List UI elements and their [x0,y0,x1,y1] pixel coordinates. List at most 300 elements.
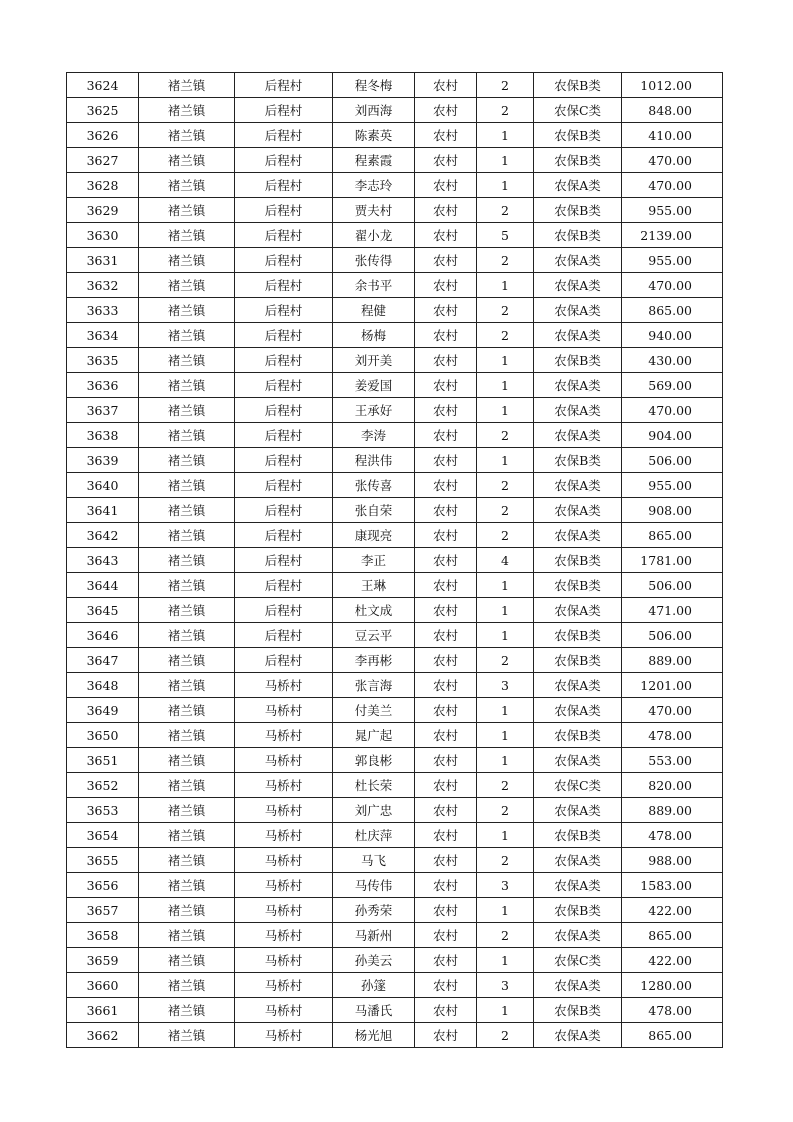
village-cell: 后程村 [235,373,333,398]
town-cell: 褚兰镇 [139,823,235,848]
household-count-cell: 2 [477,798,534,823]
household-count-cell: 1 [477,448,534,473]
row-number: 3659 [67,948,139,973]
insurance-class-cell: 农保B类 [534,548,622,573]
name-cell: 晁广起 [333,723,415,748]
name-cell: 刘开美 [333,348,415,373]
household-count-cell: 1 [477,348,534,373]
name-cell: 杜庆萍 [333,823,415,848]
insurance-class-cell: 农保B类 [534,148,622,173]
household-count-cell: 1 [477,123,534,148]
name-cell: 刘西海 [333,98,415,123]
insurance-class-cell: 农保A类 [534,698,622,723]
row-number: 3637 [67,398,139,423]
insurance-class-cell: 农保A类 [534,298,622,323]
table-row [67,648,723,673]
amount-cell: 988.00 [622,848,723,873]
village-cell: 后程村 [235,173,333,198]
area-type-cell: 农村 [415,373,477,398]
town-cell: 褚兰镇 [139,773,235,798]
amount-cell: 470.00 [622,148,723,173]
household-count-cell: 1 [477,573,534,598]
town-cell: 褚兰镇 [139,148,235,173]
village-cell: 后程村 [235,648,333,673]
name-cell: 程素霞 [333,148,415,173]
name-cell: 郭良彬 [333,748,415,773]
insurance-class-cell: 农保C类 [534,948,622,973]
roster-table [66,72,723,1048]
household-count-cell: 2 [477,248,534,273]
village-cell: 后程村 [235,623,333,648]
row-number: 3625 [67,98,139,123]
row-number: 3657 [67,898,139,923]
name-cell: 余书平 [333,273,415,298]
row-number: 3642 [67,523,139,548]
household-count-cell: 4 [477,548,534,573]
town-cell: 褚兰镇 [139,673,235,698]
insurance-class-cell: 农保A类 [534,873,622,898]
row-number: 3641 [67,498,139,523]
name-cell: 付美兰 [333,698,415,723]
row-number: 3652 [67,773,139,798]
table-row [67,248,723,273]
row-number: 3643 [67,548,139,573]
insurance-class-cell: 农保A类 [534,273,622,298]
name-cell: 杨光旭 [333,1023,415,1048]
household-count-cell: 2 [477,98,534,123]
table-row [67,348,723,373]
household-count-cell: 2 [477,498,534,523]
amount-cell: 1201.00 [622,673,723,698]
household-count-cell: 2 [477,198,534,223]
area-type-cell: 农村 [415,1023,477,1048]
amount-cell: 865.00 [622,1023,723,1048]
household-count-cell: 2 [477,1023,534,1048]
name-cell: 李志玲 [333,173,415,198]
table-row [67,1023,723,1048]
table-row [67,148,723,173]
table-row [67,373,723,398]
name-cell: 王琳 [333,573,415,598]
table-row [67,598,723,623]
town-cell: 褚兰镇 [139,648,235,673]
name-cell: 张传得 [333,248,415,273]
name-cell: 刘广忠 [333,798,415,823]
town-cell: 褚兰镇 [139,598,235,623]
table-row [67,798,723,823]
town-cell: 褚兰镇 [139,748,235,773]
area-type-cell: 农村 [415,948,477,973]
insurance-class-cell: 农保A类 [534,598,622,623]
area-type-cell: 农村 [415,848,477,873]
town-cell: 褚兰镇 [139,523,235,548]
town-cell: 褚兰镇 [139,173,235,198]
village-cell: 后程村 [235,573,333,598]
village-cell: 后程村 [235,123,333,148]
insurance-class-cell: 农保A类 [534,498,622,523]
village-cell: 马桥村 [235,748,333,773]
area-type-cell: 农村 [415,698,477,723]
area-type-cell: 农村 [415,348,477,373]
area-type-cell: 农村 [415,173,477,198]
household-count-cell: 1 [477,148,534,173]
row-number: 3653 [67,798,139,823]
name-cell: 康现亮 [333,523,415,548]
area-type-cell: 农村 [415,823,477,848]
household-count-cell: 1 [477,698,534,723]
village-cell: 后程村 [235,98,333,123]
town-cell: 褚兰镇 [139,873,235,898]
village-cell: 后程村 [235,398,333,423]
town-cell: 褚兰镇 [139,323,235,348]
town-cell: 褚兰镇 [139,223,235,248]
table-row [67,923,723,948]
amount-cell: 889.00 [622,648,723,673]
table-row [67,448,723,473]
village-cell: 马桥村 [235,698,333,723]
area-type-cell: 农村 [415,123,477,148]
area-type-cell: 农村 [415,73,477,98]
row-number: 3624 [67,73,139,98]
amount-cell: 1280.00 [622,973,723,998]
town-cell: 褚兰镇 [139,98,235,123]
name-cell: 李涛 [333,423,415,448]
row-number: 3645 [67,598,139,623]
insurance-class-cell: 农保B类 [534,898,622,923]
household-count-cell: 3 [477,973,534,998]
village-cell: 马桥村 [235,773,333,798]
town-cell: 褚兰镇 [139,198,235,223]
household-count-cell: 2 [477,323,534,348]
amount-cell: 820.00 [622,773,723,798]
village-cell: 马桥村 [235,873,333,898]
table-row [67,98,723,123]
insurance-class-cell: 农保B类 [534,198,622,223]
town-cell: 褚兰镇 [139,923,235,948]
table-row [67,223,723,248]
amount-cell: 1012.00 [622,73,723,98]
insurance-class-cell: 农保B类 [534,448,622,473]
area-type-cell: 农村 [415,573,477,598]
table-row [67,823,723,848]
town-cell: 褚兰镇 [139,348,235,373]
name-cell: 孙秀荣 [333,898,415,923]
town-cell: 褚兰镇 [139,248,235,273]
household-count-cell: 1 [477,398,534,423]
town-cell: 褚兰镇 [139,498,235,523]
row-number: 3633 [67,298,139,323]
amount-cell: 955.00 [622,248,723,273]
amount-cell: 908.00 [622,498,723,523]
insurance-class-cell: 农保B类 [534,123,622,148]
town-cell: 褚兰镇 [139,423,235,448]
amount-cell: 471.00 [622,598,723,623]
name-cell: 孙美云 [333,948,415,973]
row-number: 3632 [67,273,139,298]
town-cell: 褚兰镇 [139,623,235,648]
table-row [67,898,723,923]
table-row [67,73,723,98]
village-cell: 后程村 [235,348,333,373]
amount-cell: 865.00 [622,523,723,548]
name-cell: 马新州 [333,923,415,948]
row-number: 3631 [67,248,139,273]
insurance-class-cell: 农保A类 [534,1023,622,1048]
insurance-class-cell: 农保B类 [534,623,622,648]
insurance-class-cell: 农保A类 [534,923,622,948]
name-cell: 陈素英 [333,123,415,148]
village-cell: 后程村 [235,73,333,98]
household-count-cell: 1 [477,373,534,398]
insurance-class-cell: 农保B类 [534,573,622,598]
village-cell: 马桥村 [235,898,333,923]
table-row [67,273,723,298]
row-number: 3638 [67,423,139,448]
amount-cell: 848.00 [622,98,723,123]
area-type-cell: 农村 [415,98,477,123]
amount-cell: 889.00 [622,798,723,823]
row-number: 3626 [67,123,139,148]
town-cell: 褚兰镇 [139,548,235,573]
row-number: 3647 [67,648,139,673]
household-count-cell: 3 [477,873,534,898]
area-type-cell: 农村 [415,798,477,823]
area-type-cell: 农村 [415,398,477,423]
town-cell: 褚兰镇 [139,998,235,1023]
village-cell: 后程村 [235,473,333,498]
amount-cell: 506.00 [622,623,723,648]
area-type-cell: 农村 [415,273,477,298]
table-row [67,398,723,423]
household-count-cell: 2 [477,523,534,548]
row-number: 3644 [67,573,139,598]
town-cell: 褚兰镇 [139,473,235,498]
name-cell: 张言海 [333,673,415,698]
table-row [67,423,723,448]
row-number: 3651 [67,748,139,773]
row-number: 3636 [67,373,139,398]
insurance-class-cell: 农保A类 [534,798,622,823]
village-cell: 马桥村 [235,973,333,998]
insurance-class-cell: 农保A类 [534,398,622,423]
household-count-cell: 1 [477,748,534,773]
area-type-cell: 农村 [415,923,477,948]
amount-cell: 470.00 [622,173,723,198]
name-cell: 李正 [333,548,415,573]
amount-cell: 1583.00 [622,873,723,898]
village-cell: 后程村 [235,423,333,448]
household-count-cell: 1 [477,173,534,198]
village-cell: 后程村 [235,448,333,473]
village-cell: 后程村 [235,198,333,223]
table-row [67,198,723,223]
area-type-cell: 农村 [415,998,477,1023]
name-cell: 杨梅 [333,323,415,348]
name-cell: 张自荣 [333,498,415,523]
insurance-class-cell: 农保B类 [534,648,622,673]
village-cell: 后程村 [235,523,333,548]
row-number: 3658 [67,923,139,948]
town-cell: 褚兰镇 [139,448,235,473]
insurance-class-cell: 农保A类 [534,373,622,398]
amount-cell: 569.00 [622,373,723,398]
household-count-cell: 3 [477,673,534,698]
row-number: 3630 [67,223,139,248]
area-type-cell: 农村 [415,423,477,448]
insurance-class-cell: 农保B类 [534,723,622,748]
town-cell: 褚兰镇 [139,298,235,323]
row-number: 3654 [67,823,139,848]
amount-cell: 422.00 [622,898,723,923]
area-type-cell: 农村 [415,448,477,473]
row-number: 3648 [67,673,139,698]
area-type-cell: 农村 [415,223,477,248]
household-count-cell: 1 [477,948,534,973]
name-cell: 李再彬 [333,648,415,673]
amount-cell: 478.00 [622,823,723,848]
table-row [67,873,723,898]
name-cell: 王承好 [333,398,415,423]
village-cell: 后程村 [235,498,333,523]
name-cell: 贾夫村 [333,198,415,223]
amount-cell: 506.00 [622,448,723,473]
household-count-cell: 1 [477,998,534,1023]
amount-cell: 904.00 [622,423,723,448]
area-type-cell: 农村 [415,748,477,773]
area-type-cell: 农村 [415,298,477,323]
amount-cell: 553.00 [622,748,723,773]
row-number: 3649 [67,698,139,723]
table-row [67,623,723,648]
table-row [67,298,723,323]
household-count-cell: 2 [477,923,534,948]
name-cell: 马潘氏 [333,998,415,1023]
roster-body [67,73,723,1048]
household-count-cell: 2 [477,73,534,98]
insurance-class-cell: 农保A类 [534,673,622,698]
village-cell: 后程村 [235,598,333,623]
name-cell: 豆云平 [333,623,415,648]
row-number: 3639 [67,448,139,473]
table-row [67,573,723,598]
table-row [67,998,723,1023]
household-count-cell: 1 [477,623,534,648]
village-cell: 后程村 [235,223,333,248]
insurance-class-cell: 农保A类 [534,248,622,273]
name-cell: 马传伟 [333,873,415,898]
amount-cell: 865.00 [622,298,723,323]
area-type-cell: 农村 [415,148,477,173]
amount-cell: 470.00 [622,398,723,423]
amount-cell: 2139.00 [622,223,723,248]
name-cell: 孙篴 [333,973,415,998]
row-number: 3640 [67,473,139,498]
row-number: 3661 [67,998,139,1023]
village-cell: 马桥村 [235,673,333,698]
name-cell: 马飞 [333,848,415,873]
area-type-cell: 农村 [415,323,477,348]
insurance-class-cell: 农保C类 [534,98,622,123]
area-type-cell: 农村 [415,548,477,573]
insurance-class-cell: 农保B类 [534,73,622,98]
amount-cell: 470.00 [622,273,723,298]
town-cell: 褚兰镇 [139,698,235,723]
area-type-cell: 农村 [415,623,477,648]
village-cell: 马桥村 [235,948,333,973]
table-row [67,673,723,698]
table-row [67,173,723,198]
village-cell: 后程村 [235,148,333,173]
town-cell: 褚兰镇 [139,73,235,98]
amount-cell: 1781.00 [622,548,723,573]
row-number: 3650 [67,723,139,748]
amount-cell: 478.00 [622,998,723,1023]
area-type-cell: 农村 [415,498,477,523]
name-cell: 翟小龙 [333,223,415,248]
name-cell: 杜文成 [333,598,415,623]
area-type-cell: 农村 [415,198,477,223]
town-cell: 褚兰镇 [139,898,235,923]
area-type-cell: 农村 [415,248,477,273]
village-cell: 马桥村 [235,998,333,1023]
table-row [67,498,723,523]
table-row [67,473,723,498]
table-row [67,848,723,873]
household-count-cell: 1 [477,273,534,298]
amount-cell: 940.00 [622,323,723,348]
area-type-cell: 农村 [415,523,477,548]
household-count-cell: 1 [477,598,534,623]
insurance-class-cell: 农保A类 [534,973,622,998]
amount-cell: 478.00 [622,723,723,748]
town-cell: 褚兰镇 [139,948,235,973]
village-cell: 后程村 [235,298,333,323]
insurance-class-cell: 农保A类 [534,423,622,448]
amount-cell: 955.00 [622,198,723,223]
village-cell: 后程村 [235,548,333,573]
name-cell: 张传喜 [333,473,415,498]
area-type-cell: 农村 [415,723,477,748]
village-cell: 后程村 [235,248,333,273]
insurance-class-cell: 农保C类 [534,773,622,798]
table-row [67,548,723,573]
row-number: 3656 [67,873,139,898]
row-number: 3655 [67,848,139,873]
household-count-cell: 2 [477,298,534,323]
village-cell: 马桥村 [235,848,333,873]
village-cell: 后程村 [235,323,333,348]
table-row [67,323,723,348]
area-type-cell: 农村 [415,873,477,898]
row-number: 3627 [67,148,139,173]
name-cell: 杜长荣 [333,773,415,798]
town-cell: 褚兰镇 [139,798,235,823]
amount-cell: 430.00 [622,348,723,373]
village-cell: 马桥村 [235,923,333,948]
town-cell: 褚兰镇 [139,273,235,298]
area-type-cell: 农村 [415,673,477,698]
town-cell: 褚兰镇 [139,848,235,873]
insurance-class-cell: 农保A类 [534,748,622,773]
village-cell: 马桥村 [235,798,333,823]
table-row [67,948,723,973]
table-row [67,698,723,723]
amount-cell: 506.00 [622,573,723,598]
row-number: 3635 [67,348,139,373]
village-cell: 后程村 [235,273,333,298]
area-type-cell: 农村 [415,598,477,623]
town-cell: 褚兰镇 [139,573,235,598]
